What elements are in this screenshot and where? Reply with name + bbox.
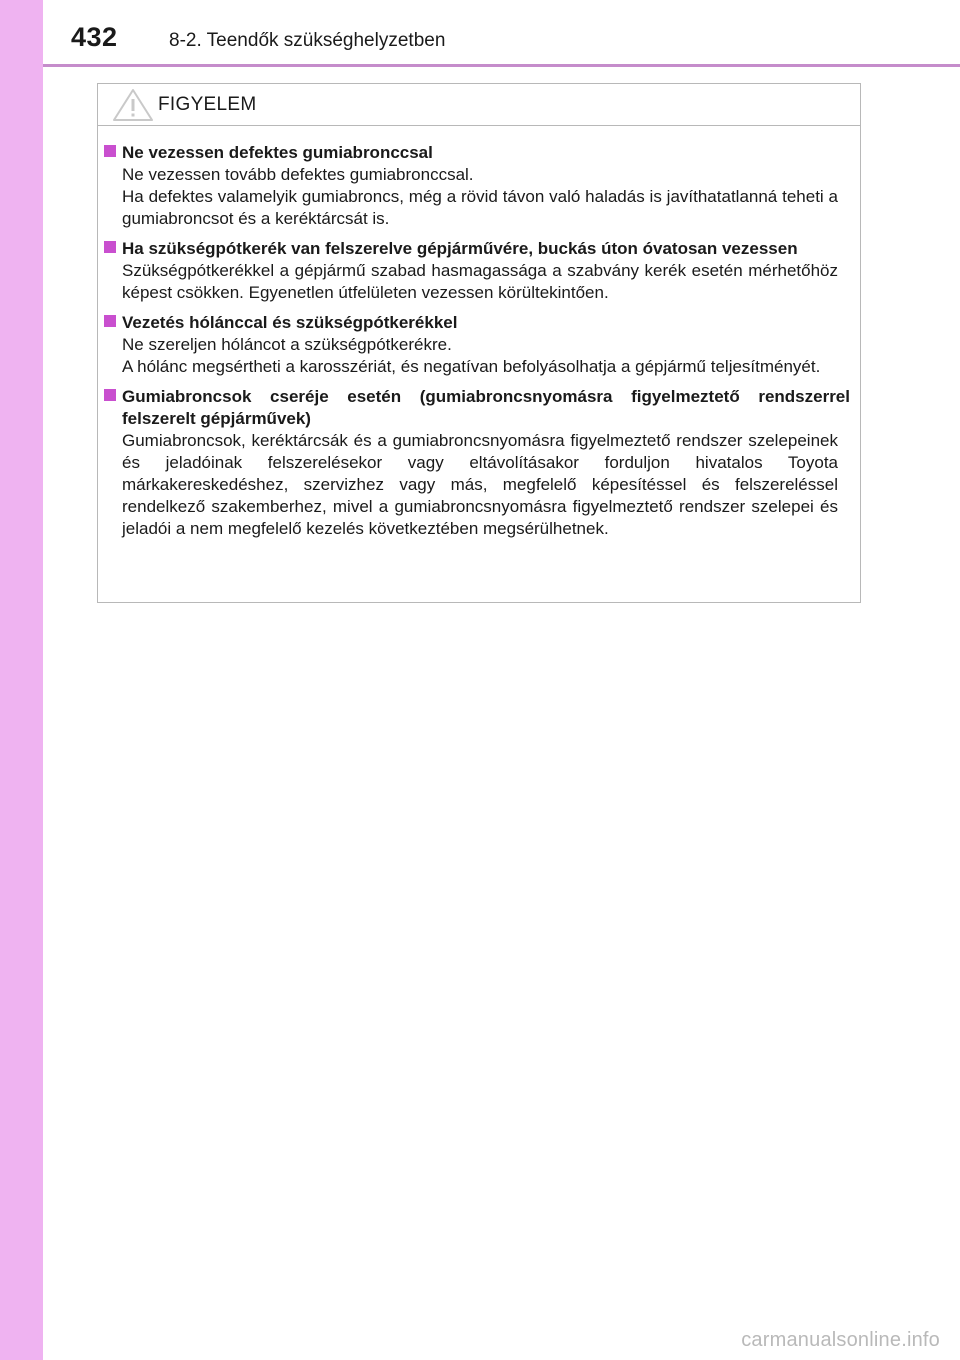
watermark: carmanualsonline.info — [741, 1329, 940, 1351]
warning-item — [122, 386, 852, 540]
warning-body — [98, 126, 860, 540]
warning-item-text — [122, 334, 852, 378]
warning-triangle-icon — [112, 88, 154, 122]
square-bullet-icon — [104, 145, 116, 157]
paragraph: Ne szereljen hóláncot a szükségpótkerékre. — [122, 335, 452, 354]
warning-item-text — [122, 164, 852, 230]
warning-item — [122, 142, 852, 230]
square-bullet-icon — [104, 241, 116, 253]
warning-item-heading: Ha szükségpótkerék van felszerelve gépjárművére, buckás úton óvatosan vezessen — [122, 239, 798, 258]
header-divider — [43, 64, 960, 67]
paragraph: Ha defektes valamelyik gumiabroncs, még a rövid távon való haladás is javíthatatlanná teheti a gumiabroncsot és a keréktárcsát is. — [122, 187, 838, 228]
warning-item-heading: Ne vezessen defektes gumiabronccsal — [122, 143, 433, 162]
square-bullet-icon — [104, 315, 116, 327]
square-bullet-icon — [104, 389, 116, 401]
warning-item-text — [122, 260, 852, 304]
paragraph: Gumiabroncsok, keréktárcsák és a gumiabroncsnyomásra figyelmeztető rendszer szelepeinek és jeladóinak felszerelésekor vagy eltávolításakor forduljon hivatalos Toyota márkakereskedéshez, szervizhez vagy más, megfelelő képesítéssel és felszereléssel rendelkező szakemberhez, mivel a gumiabroncsnyomásra figyelmeztető rendszer szelepei és jeladói a nem megfelelő kezelés következtében megsérülhetnek. — [122, 431, 838, 538]
warning-item-heading: Vezetés hólánccal és szükségpótkerékkel — [122, 313, 458, 332]
warning-item — [122, 238, 852, 304]
warning-header — [98, 84, 860, 126]
warning-box — [97, 83, 861, 603]
section-title: 8-2. Teendők szükséghelyzetben — [169, 30, 446, 51]
warning-item — [122, 312, 852, 378]
paragraph: Ne vezessen tovább defektes gumiabronccsal. — [122, 165, 474, 184]
side-color-strip — [0, 0, 43, 1360]
paragraph: A hólánc megsértheti a karosszériát, és negatívan befolyásolhatja a gépjármű teljesítményét. — [122, 357, 821, 376]
page-number: 432 — [71, 22, 118, 52]
warning-item-heading: Gumiabroncsok cseréje esetén (gumiabroncsnyomásra figyelmeztető rendszerrel felszerelt gépjárművek) — [122, 387, 850, 428]
paragraph: Szükségpótkerékkel a gépjármű szabad hasmagassága a szabvány kerék esetén mérhetőhöz képest csökken. Egyenetlen útfelületen vezessen körültekintően. — [122, 261, 838, 302]
warning-item-text — [122, 430, 852, 540]
warning-title: FIGYELEM — [158, 94, 257, 115]
